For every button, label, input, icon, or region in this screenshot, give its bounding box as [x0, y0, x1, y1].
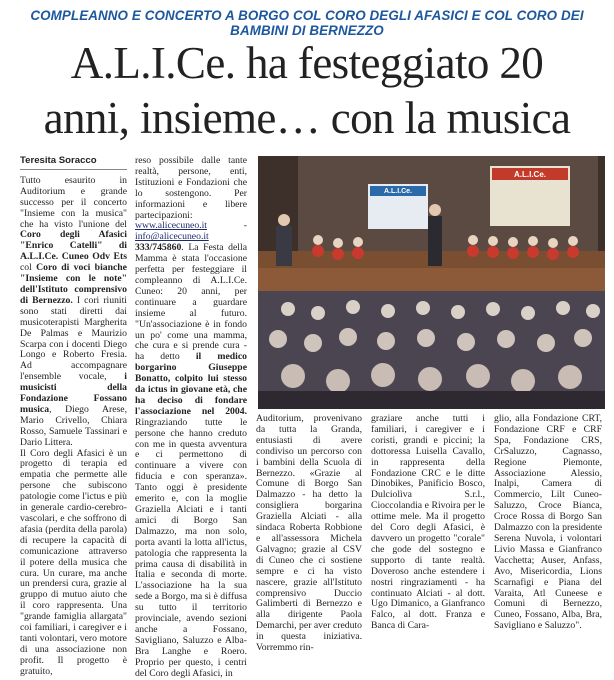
headline-line-2: anni, insieme… con la musica	[43, 93, 571, 143]
kicker-headline: COMPLEANNO E CONCERTO A BORGO COL CORO DEGLI AFASICI E COL CORO DEI BAMBINI DI BERNEZZO	[30, 8, 584, 38]
paragraph-intro: Tutto esaurito in Auditorium e grande successo per il concerto "Insieme con la musica" che ha visto l'unione del Coro degli Afasici "Enrico Catelli" di A.L.I.Ce. Cuneo Odv Ets col Coro di voci bianche "Insieme con le note" dell'Istituto comprensivo di Bernezzo. I cori riuniti sono stati diretti dai musicoterapisti Margherita De Palmas e Maurizio Scarpa con i docenti Diego Longo e Roberto Fresia. Ad accompagnare l'ensemble vocale, i musicisti della Fondazione Fossano musica, Diego Arese, Mario Crivello, Chiara Rosso, Samuele Tassinari e Dario Littera.	[20, 174, 127, 448]
paragraph-body-4: graziare anche tutti i familiari, i caregiver e i coristi, grandi e piccini; la dottoressa Luisella Cavallo, in rappresenta della Fondazione CRC e le ditte Dinobikes, Panificio Bosco, Dulciolìva S.r.l., Cioccolandia e Rivoira per le ottime mele. Ma il progetto del Coro degli Afasici, è davvero un progetto "corale" che gode del sostegno e supporto di tante realtà. Doveroso anche estendere i nostri ringraziamenti - ha continuato Alciati - al dott. Ugo Dimanico, a Gianfranco Falco, al dott. Franza e Banca di Cara-	[371, 413, 485, 632]
article-column-3	[256, 413, 362, 654]
paragraph-body-5: glio, alla Fondazione CRT, Fondazione CRF e CRF Spa, Fondazione CRS, CrSaluzzo, Cagnasso, Regione Piemonte, Associazione Alessio, Inalpi, Camera di Commercio, Lilt Cuneo-Saluzzo, Croce Bianca, Croce Rossa di Borgo San Dalmazzo con la presidente Serena Nuvola, i volontari Livio Massa e Gianfranco Vacchetta; Auser, Anfass, Avo, Misericordia, Lions Scarnafigi e Piana del Varaita, Atl Cuneese e Comuni di Bernezzo, Cuneo, Fossano, Alba, Bra, Savigliano e Saluzzo".	[494, 413, 602, 632]
photo-concert-stage	[258, 156, 605, 291]
svg-text:A.L.I.Ce.: A.L.I.Ce.	[383, 188, 413, 195]
audience-illustration	[258, 291, 605, 409]
website-link[interactable]: www.alicecuneo.it	[135, 220, 207, 232]
byline: Teresita Soracco	[20, 156, 127, 170]
email-link[interactable]: info@alicecuneo.it	[135, 231, 209, 243]
article-column-5	[494, 414, 602, 640]
photo-audience	[258, 291, 605, 409]
svg-text:A.L.I.Ce.: A.L.I.Ce.	[513, 170, 547, 179]
stage-illustration	[258, 156, 605, 291]
article-column-4	[371, 414, 485, 640]
paragraph-body-2: reso possibile dalle tante realtà, persone, enti, Istituzioni e Fondazioni che lo sostengono. Per informazioni e libere partecipazioni: www.alicecuneo.it - info@alicecuneo.it 333/745860. La Festa della Mamma è stata l'occasione perfetta per festeggiare il compleanno di A.L.I.Ce. Cuneo: 20 anni, per continuare a guardare insieme al futuro. "Un'associazione è in fondo un po' come una mamma, che cura e si prende cura - ha detto il medico borgarino Giuseppe Bonatto, colpito lui stesso da ictus in giovane età, che ha deciso di fondare l'associazione nel 2004. Ringraziando tutte le persone che hanno creduto con me in questa avventura e ci permettono di continuare a vivere con fiducia e con speranza». Tanto oggi è presidente emerito e, con la moglie Graziella Alciati e i tanti amici di Borgo San Dalmazzo, ma non solo, porta avanti la lotta all'ictus, patologia che rappresenta la prima causa di disabilità in Italia e seconda di morte. L'associazione ha la sua sede a Borgo, ma si è diffusa su tutto il territorio provinciale, avendo sezioni anche a Fossano, Savigliano, Saluzzo e Alba-Bra Langhe e Roero. Proprio per questo, i centri del Coro degli Afasici, in	[135, 155, 248, 679]
phone-number: 333/745860	[135, 242, 182, 254]
headline-line-1: A.L.I.Ce. ha festeggiato 20	[70, 38, 544, 88]
paragraph-coro: Il Coro degli Afasici è un progetto di terapia ed empatia che permette alle persone che subiscono patologie come l'ictus e più in generale cardio-cerebro-vascolari, e che soffrono di afasia (perdita della parola) di recupere la capacità di comunicazione attraverso il potere della musica che cura. Un curare, ma anche un prendersi cura, grazie al gruppo di mutuo aiuto che il coro rappresenta. Una "grande famiglia allargata" coi familiari, i caregiver e i tanti volontari, vero motore di una associazione non profit. Il progetto è gratuito,	[20, 447, 127, 677]
paragraph-body-3: Auditorium, provenivano da tutta la Granda, entusiasti di avere condiviso un percorso con i bambini della Scuola di Bernezzo. «Grazie al Comune di Borgo San Dalmazzo - ha detto la consigliera borgarina Graziella Alciati - alla sindaca Roberta Robbione e all'assessora Michela Galvagno; grazie al CSV di Cuneo che ci sostiene sempre e ci ha visto nascere, grazie all'Istituto comprensivo Duccio Galimberti di Bernezzo e alla dirigente Paola Demarchi, per aver creduto in questa iniziativa. Vorremmo rin-	[256, 413, 362, 654]
article-column-2	[135, 155, 248, 679]
article-column-1	[20, 155, 127, 677]
